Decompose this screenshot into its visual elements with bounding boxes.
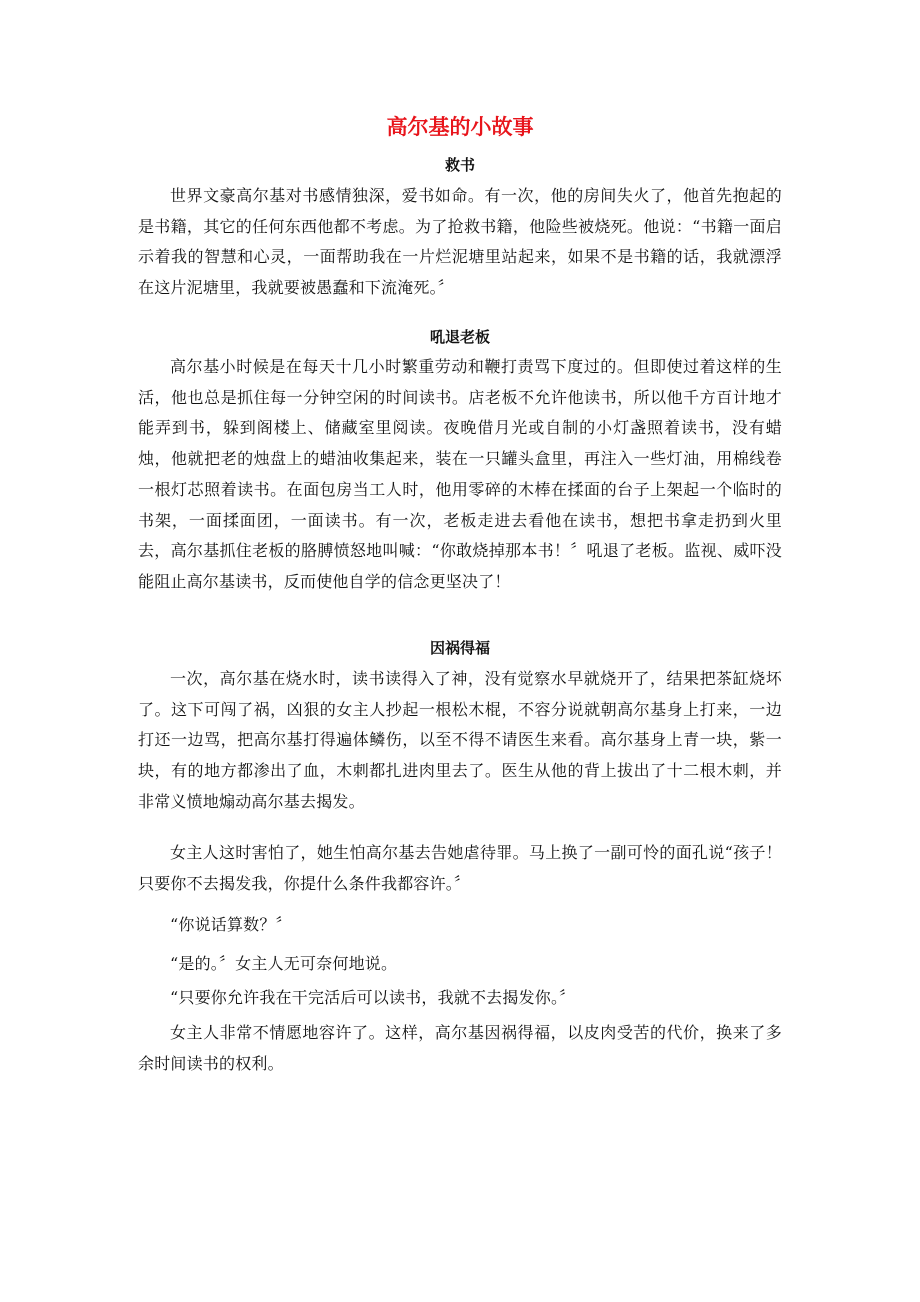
- paragraph: 女主人这时害怕了，她生怕高尔基去告她虐待罪。马上换了一副可怜的面孔说“孩子！只要你不去揭发我，你提什么条件我都容许。〞: [138, 843, 782, 893]
- page-title: 高尔基的小故事: [386, 115, 534, 139]
- paragraph: 世界文豪高尔基对书感情独深，爱书如命。有一次，他的房间失火了，他首先抱起的是书籍，其它的任何东西他都不考虑。为了抢救书籍，他险些被烧死。他说：“书籍一面启示着我的智慧和心灵，一面帮助我在一片烂泥塘里站起来，如果不是书籍的话，我就漂浮在这片泥塘里，我就要被愚蠢和下流淹死。〞: [138, 186, 782, 298]
- paragraph: “你说话算数？〞: [170, 915, 292, 934]
- paragraph: “是的。〞女主人无可奈何地说。: [170, 954, 398, 973]
- paragraph: 高尔基小时候是在每天十几小时繁重劳动和鞭打责骂下度过的。但即使过着这样的生活，他也总是抓住每一分钟空闲的时间读书。店老板不允许他读书，所以他千方百计地才能弄到书，躲到阁楼上、储藏室里阅读。夜晚借月光或自制的小灯盏照着读书，没有蜡烛，他就把老的烛盘上的蜡油收集起来，装在一只罐头盒里，再注入一些灯油，用棉线卷一根灯芯照着读书。在面包房当工人时，他用零碎的木棒在揉面的台子上架起一个临时的书架，一面揉面团，一面读书。有一次，老板走进去看他在读书，想把书拿走扔到火里去，高尔基抓住老板的胳膊愤怒地叫喊：“你敢烧掉那本书！〞吼退了老板。监视、威吓没能阻止高尔基读书，反而使他自学的信念更坚决了！: [138, 357, 782, 591]
- paragraph: 一次，高尔基在烧水时，读书读得入了神，没有觉察水早就烧开了，结果把茶缸烧坏了。这下可闯了祸，凶狠的女主人抄起一根松木棍，不容分说就朝高尔基身上打来，一边打还一边骂，把高尔基打得遍体鳞伤，以至不得不请医生来看。高尔基身上青一块，紫一块，有的地方都渗出了血，木刺都扎进肉里去了。医生从他的背上拔出了十二根木刺，并非常义愤地煽动高尔基去揭发。: [138, 669, 782, 811]
- paragraph: “只要你允许我在干完活后可以读书，我就不去揭发你。〞: [170, 988, 576, 1007]
- section-heading-roar-back-boss: 吼退老板: [429, 328, 490, 346]
- section-heading-blessing-in-disguise: 因祸得福: [429, 639, 490, 657]
- section-heading-rescue-books: 救书: [444, 156, 475, 174]
- paragraph: 女主人非常不情愿地容许了。这样，高尔基因祸得福，以皮肉受苦的代价，换来了多余时间读书的权利。: [138, 1023, 782, 1073]
